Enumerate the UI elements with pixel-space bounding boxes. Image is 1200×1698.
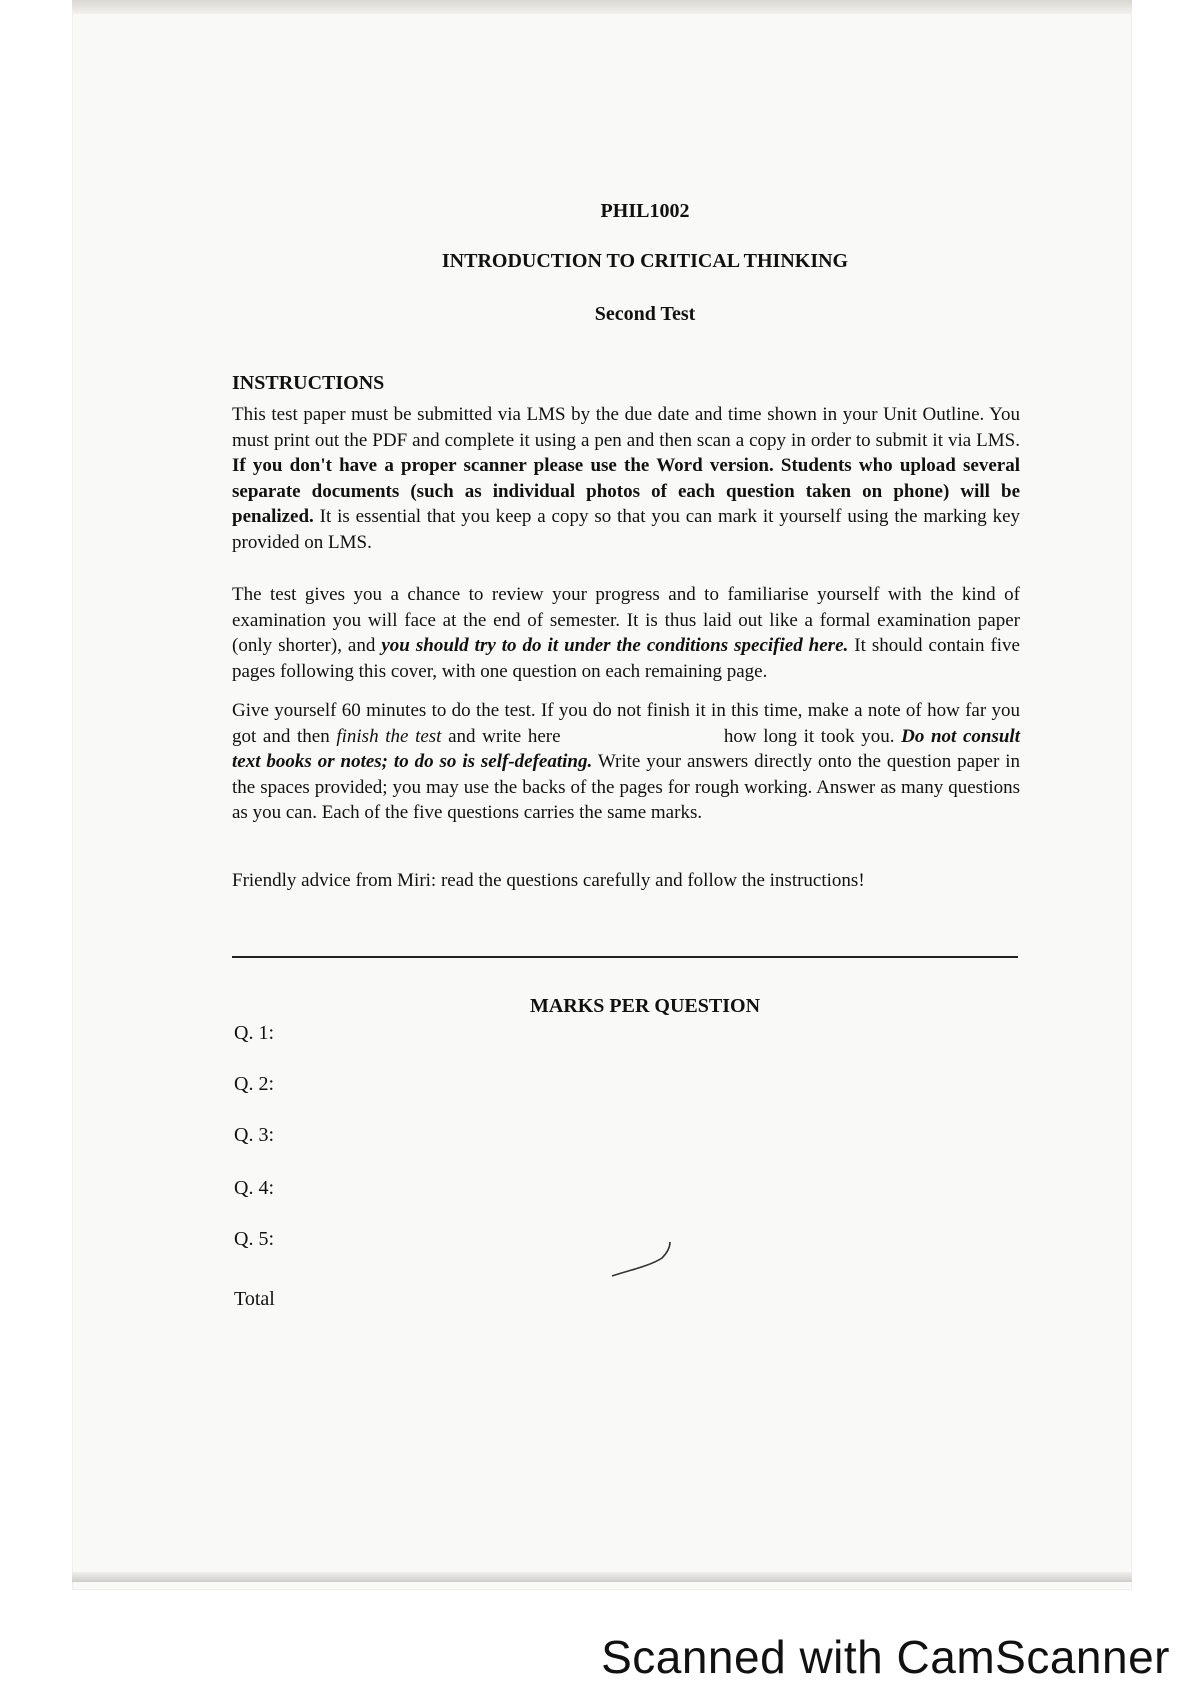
p3-text-f: Write your answers directly onto the question paper in the spaces provided; you may use the backs of the pages for rough working. Answer as many questions as you can. Each of the five questions carries the same marks. <box>232 751 1021 823</box>
instructions-paragraph-2 <box>232 582 1020 684</box>
test-name: Second Test <box>594 303 696 325</box>
marks-row-q1: Q. 1: <box>234 1022 274 1044</box>
scan-bottom-edge <box>72 1572 1132 1582</box>
p3-text-a: Give yourself 60 minutes to do the test. If you do not finish it in this time, make a note of how far you got and then <box>232 700 1020 747</box>
marks-row-q3: Q. 3: <box>234 1124 274 1146</box>
friendly-advice: Friendly advice from Miri: read the questions carefully and follow the instructions! <box>232 870 865 891</box>
course-title: INTRODUCTION TO CRITICAL THINKING <box>441 250 849 272</box>
p2-text-a: The test gives you a chance to review your progress and to familiarise yourself with the kind of examination you will face at the end of semester. It is thus laid out like a formal examination paper (only shorter), and <box>232 584 1020 656</box>
p1-text-a: This test paper must be submitted via LMS by the due date and time shown in your Unit Outline. You must print out the PDF and complete it using a pen and then scan a copy in order to submit it via LMS. <box>232 404 1020 451</box>
instructions-heading: INSTRUCTIONS <box>232 372 385 394</box>
divider-line <box>232 956 1018 958</box>
marks-row-total: Total <box>234 1288 275 1310</box>
p2-text-c: It should contain five pages following this cover, with one question on each remaining page. <box>232 635 1020 682</box>
marks-heading: MARKS PER QUESTION <box>529 995 761 1017</box>
p3-text-italic: finish the test <box>336 725 442 747</box>
p1-text-c: It is essential that you keep a copy so that you can mark it yourself using the marking key provided on LMS. <box>232 506 1020 553</box>
p3-text-c: and write here <box>441 725 568 747</box>
pen-stroke-mark <box>610 1240 680 1280</box>
marks-row-q2: Q. 2: <box>234 1073 274 1095</box>
camscanner-watermark: Scanned with CamScanner <box>601 1631 1170 1683</box>
marks-row-q5: Q. 5: <box>234 1228 274 1250</box>
instructions-paragraph-3 <box>232 698 1020 826</box>
marks-row-q4: Q. 4: <box>234 1177 274 1199</box>
p2-text-bold-italic: you should try to do it under the conditions specified here. <box>381 635 849 656</box>
instructions-paragraph-1 <box>232 402 1020 555</box>
course-code: PHIL1002 <box>600 200 690 222</box>
p3-text-bold-italic: Do not consult text books or notes; to do so is self-defeating. <box>232 725 1020 772</box>
p3-text-d: how long it took you. <box>717 725 902 747</box>
p1-text-bold: If you don't have a proper scanner please use the Word version. Students who upload several separate documents (such as individual photos of each question taken on phone) will be penalized. <box>232 455 1020 527</box>
scan-top-edge <box>72 0 1132 14</box>
